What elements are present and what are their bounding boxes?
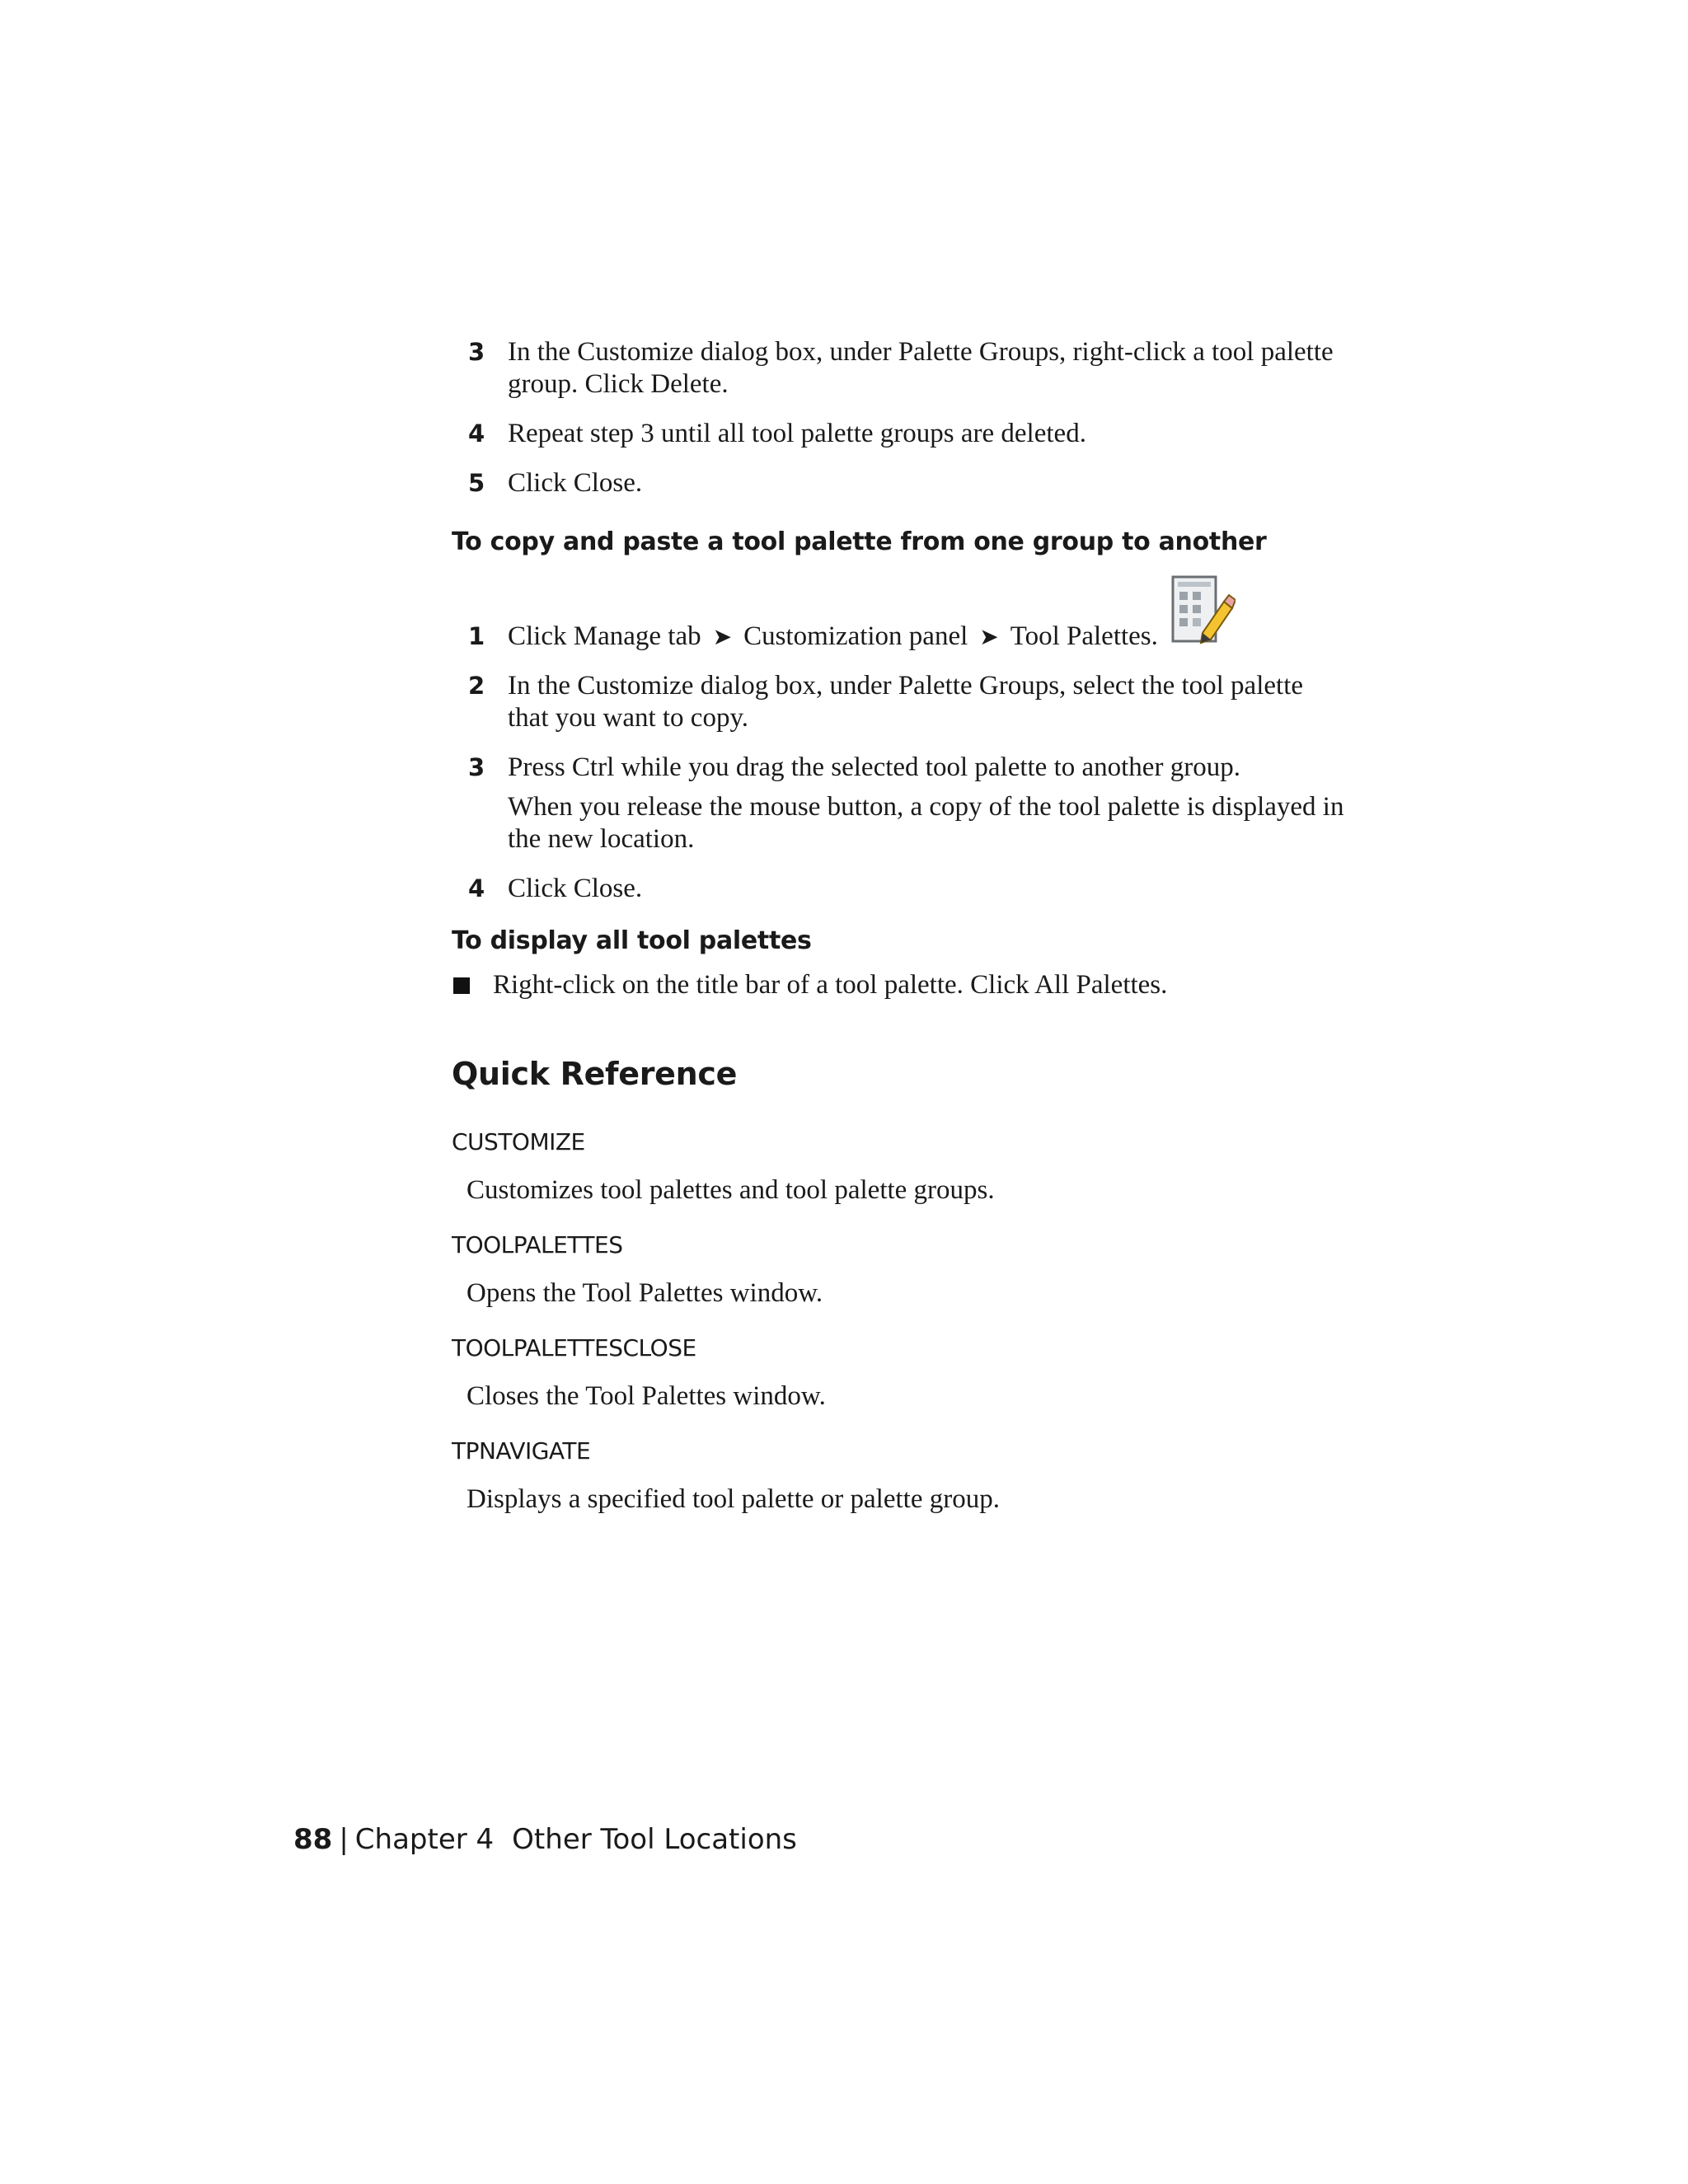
steps-copy-palette: [452, 574, 1350, 905]
step-item: [452, 752, 1350, 855]
quick-reference-heading: Quick Reference: [452, 1056, 738, 1092]
page-content: [452, 336, 1350, 1516]
page-footer: [293, 1823, 797, 1856]
step-number: 3: [468, 753, 485, 781]
bullet-item: [452, 969, 1350, 1001]
step-note: When you release the mouse button, a copy of the tool palette is displayed in the new location.: [508, 792, 1344, 854]
command-name: TOOLPALETTES: [452, 1231, 623, 1258]
manage-tab-text: Click Manage tab: [508, 621, 701, 651]
command-description: Customizes tool palettes and tool palette groups.: [467, 1175, 995, 1205]
step-number: 5: [468, 469, 485, 497]
copy-palette-heading: To copy and paste a tool palette from one group to another: [452, 527, 1267, 556]
arrow-right-icon: ➤: [712, 623, 733, 650]
square-bullet-icon: [453, 977, 470, 994]
bullet-text: Right-click on the title bar of a tool palette. Click All Palettes.: [493, 970, 1168, 1000]
command-description: Closes the Tool Palettes window.: [467, 1381, 826, 1411]
chapter-label: Chapter 4: [354, 1823, 495, 1856]
step-main-text: Press Ctrl while you drag the selected tool palette to another group.: [508, 752, 1240, 782]
step-text: Click Close.: [508, 468, 643, 498]
step-text: [499, 574, 1350, 653]
tool-palettes-text: Tool Palettes.: [1010, 621, 1158, 651]
steps-delete-groups: [452, 336, 1350, 499]
step-number: 3: [468, 338, 485, 366]
command-name: CUSTOMIZE: [452, 1128, 585, 1155]
step-item: [452, 574, 1350, 653]
step-number: 2: [468, 672, 485, 700]
step-text: Repeat step 3 until all tool palette groups are deleted.: [508, 419, 1086, 448]
arrow-right-icon: ➤: [979, 623, 999, 650]
customization-panel-text: Customization panel: [743, 621, 968, 651]
quick-reference-list: [452, 1128, 1350, 1516]
step-text: In the Customize dialog box, under Palette Groups, right-click a tool palette group. Click Delete.: [508, 337, 1334, 399]
step-number: 1: [468, 622, 485, 650]
tool-palettes-icon: [1170, 574, 1236, 648]
step-item: [452, 467, 1350, 499]
command-name: TOOLPALETTESCLOSE: [452, 1334, 696, 1361]
command-name: TPNAVIGATE: [452, 1437, 591, 1465]
step-number: 4: [468, 419, 485, 448]
step-text: [499, 752, 1350, 855]
step-number: 4: [468, 874, 485, 902]
display-palettes-heading: To display all tool palettes: [452, 926, 812, 955]
page-number: 88: [293, 1823, 333, 1856]
command-description: Displays a specified tool palette or palette group.: [467, 1484, 1000, 1514]
step-item: [452, 873, 1350, 905]
step-item: [452, 418, 1350, 450]
footer-separator: |: [339, 1823, 349, 1856]
step-text: In the Customize dialog box, under Palette Groups, select the tool palette that you want to copy.: [508, 671, 1304, 733]
chapter-title: Other Tool Locations: [512, 1823, 797, 1856]
command-description: Opens the Tool Palettes window.: [467, 1278, 823, 1308]
step-item: [452, 670, 1350, 734]
step-text: Click Close.: [508, 874, 643, 903]
step-item: [452, 336, 1350, 401]
